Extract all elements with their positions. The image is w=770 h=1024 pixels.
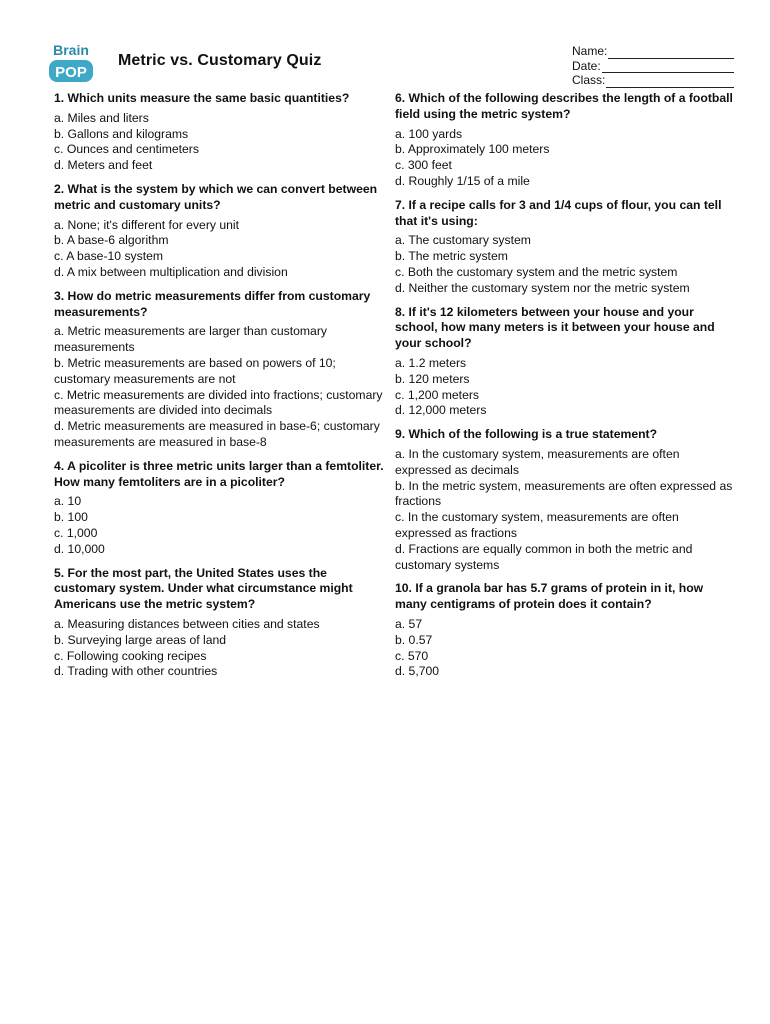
- option-c: c. Ounces and centimeters: [54, 142, 199, 157]
- question-text: 1. Which units measure the same basic quantities?: [54, 91, 350, 105]
- option-a: a. Measuring distances between cities and states: [54, 616, 320, 631]
- logo-brain-text: Brain: [53, 42, 89, 58]
- option-c: c. Both the customary system and the metric system: [395, 264, 678, 279]
- name-line[interactable]: [608, 47, 734, 59]
- option-b: b. Metric measurements are based on powers of 10; customary measurements are not: [54, 355, 336, 386]
- question-text: 5. For the most part, the United States uses the customary system. Under what circumstance might Americans use the metric system?: [54, 565, 353, 612]
- question-text: 2. What is the system by which we can convert between metric and customary units?: [54, 181, 378, 212]
- option-b: b. Approximately 100 meters: [395, 142, 550, 157]
- option-b: b. 120 meters: [395, 371, 470, 386]
- option-d: d. Roughly 1/15 of a mile: [395, 173, 530, 188]
- option-d: d. Meters and feet: [54, 158, 153, 173]
- question-7: [395, 198, 735, 297]
- option-d: d. A mix between multiplication and division: [54, 264, 288, 279]
- option-d: d. 5,700: [395, 664, 440, 679]
- option-a: a. In the customary system, measurements are often expressed as decimals: [395, 446, 680, 477]
- option-d: d. Metric measurements are measured in base-6; customary measurements are measured in base-8: [54, 419, 380, 449]
- question-text: 3. How do metric measurements differ from customary measurements?: [54, 288, 371, 319]
- option-b: b. A base-6 algorithm: [54, 233, 169, 248]
- option-a: a. 1.2 meters: [395, 355, 467, 370]
- question-text: 6. Which of the following describes the length of a football field using the metric system?: [395, 91, 733, 121]
- left-column: [54, 91, 390, 688]
- option-b: b. 0.57: [395, 632, 433, 647]
- option-a: a. Miles and liters: [54, 110, 149, 125]
- option-a: a. 57: [395, 616, 423, 631]
- option-b: b. In the metric system, measurements are often expressed as fractions: [395, 478, 733, 509]
- option-b: b. Surveying large areas of land: [54, 632, 227, 647]
- option-c: c. 1,000: [54, 525, 98, 540]
- question-text: 7. If a recipe calls for 3 and 1/4 cups of flour, you can tell that it's using:: [395, 197, 722, 228]
- right-column: [395, 91, 735, 688]
- question-5: [54, 566, 390, 681]
- option-c: c. Following cooking recipes: [54, 648, 207, 663]
- question-text: 10. If a granola bar has 5.7 grams of protein in it, how many centigrams of protein does it contain?: [395, 581, 704, 612]
- question-text: 8. If it's 12 kilometers between your house and your school, how many meters is it between your house and your school?: [395, 304, 715, 351]
- class-row: [572, 73, 734, 88]
- option-d: d. Trading with other countries: [54, 664, 218, 679]
- option-d: d. Neither the customary system nor the metric system: [395, 280, 690, 295]
- question-2: [54, 182, 390, 281]
- class-label: Class:: [572, 73, 606, 87]
- option-a: a. Metric measurements are larger than customary measurements: [54, 324, 327, 355]
- student-info-block: [572, 44, 734, 88]
- question-text: 4. A picoliter is three metric units larger than a femtoliter. How many femtoliters are in a picoliter?: [54, 458, 384, 489]
- logo-pop-text: POP: [55, 64, 87, 81]
- option-c: c. A base-10 system: [54, 249, 164, 264]
- option-c: c. In the customary system, measurements are often expressed as fractions: [395, 510, 679, 540]
- date-row: [572, 59, 734, 74]
- option-a: a. The customary system: [395, 233, 531, 248]
- date-line[interactable]: [602, 61, 734, 73]
- option-c: c. 570: [395, 648, 429, 663]
- option-c: c. 300 feet: [395, 158, 452, 173]
- question-text: 9. Which of the following is a true statement?: [395, 427, 658, 442]
- name-label: Name:: [572, 44, 608, 58]
- option-d: d. Fractions are equally common in both the metric and customary systems: [395, 541, 693, 572]
- brainpop-logo: [46, 40, 96, 84]
- option-a: a. 100 yards: [395, 126, 463, 141]
- question-3: [54, 289, 390, 451]
- question-10: [395, 581, 735, 680]
- question-8: [395, 305, 735, 420]
- option-a: a. None; it's different for every unit: [54, 217, 240, 232]
- question-6: [395, 91, 735, 190]
- option-c: c. Metric measurements are divided into fractions; customary measurements are divided into decimals: [54, 387, 383, 418]
- option-b: b. 100: [54, 510, 88, 525]
- date-label: Date:: [572, 58, 601, 73]
- question-4: [54, 459, 390, 558]
- class-line[interactable]: [606, 76, 734, 88]
- question-1: [54, 91, 390, 174]
- option-a: a. 10: [54, 494, 82, 509]
- option-d: d. 10,000: [54, 541, 105, 556]
- question-9: [395, 427, 735, 573]
- option-c: c. 1,200 meters: [395, 387, 479, 402]
- page-title: Metric vs. Customary Quiz: [118, 52, 322, 69]
- option-b: b. The metric system: [395, 249, 508, 264]
- option-d: d. 12,000 meters: [395, 403, 487, 418]
- option-b: b. Gallons and kilograms: [54, 126, 189, 141]
- name-row: [572, 44, 734, 59]
